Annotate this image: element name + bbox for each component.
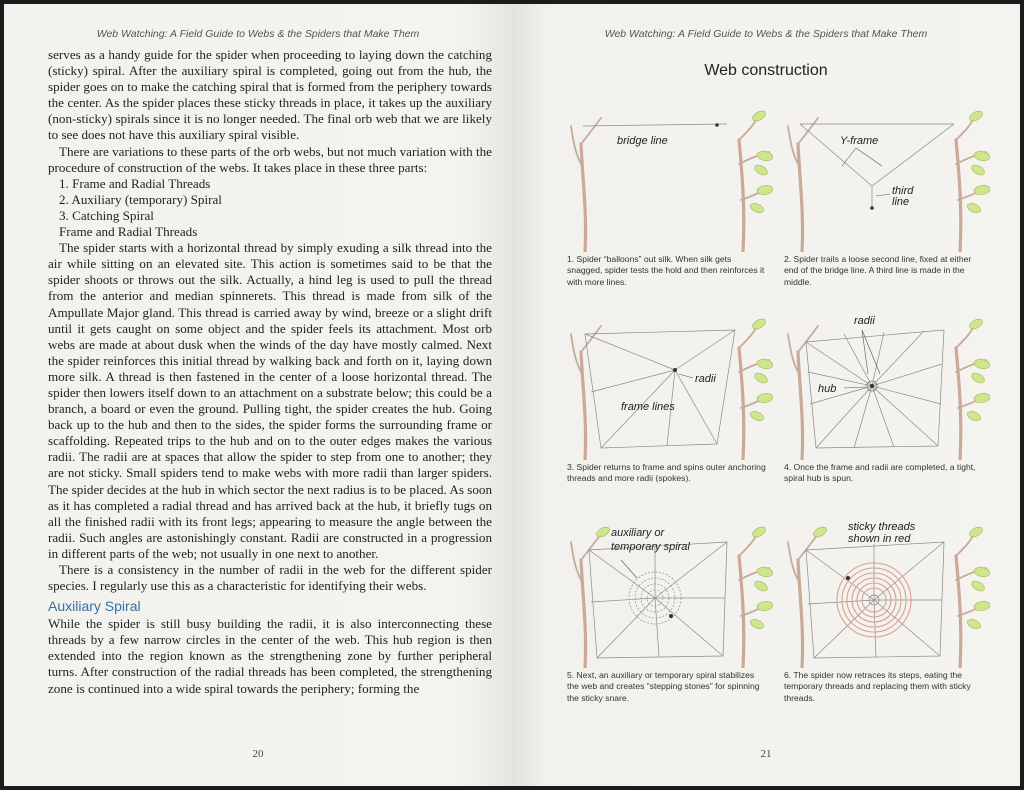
panel-caption: 6. The spider now retraces its steps, eating the temporary threads and replacing them with sticky threads. (784, 670, 971, 703)
right-branch (956, 109, 990, 252)
panel-label: Y-frame (840, 135, 879, 147)
panel-label: shown in red (848, 533, 911, 545)
right-branch (956, 525, 990, 668)
figure-title: Web construction (704, 62, 828, 79)
spider-icon (673, 368, 677, 372)
sticky-spiral-web (806, 542, 944, 658)
panel-label: frame lines (621, 401, 675, 413)
left-body-text (48, 47, 492, 697)
panel-label: third (892, 185, 914, 197)
section-heading: Auxiliary Spiral (48, 598, 141, 615)
left-branch (788, 525, 828, 668)
panel-label: hub (818, 383, 837, 395)
spider-icon (870, 206, 874, 210)
panel-label: radii (854, 315, 875, 327)
book-spread (4, 4, 1020, 786)
running-head-left: Web Watching: A Field Guide to Webs & the Spiders that Make Them (96, 28, 420, 40)
spider-icon (846, 576, 850, 580)
panel-label: radii (695, 373, 716, 385)
left-page (4, 4, 512, 786)
figure-panel-6 (784, 520, 990, 704)
left-branch (571, 326, 601, 460)
spider-icon (669, 614, 673, 618)
figure-panel-1 (567, 104, 773, 288)
panel-label: line (892, 196, 910, 208)
running-head-right: Web Watching: A Field Guide to Webs & the Spiders that Make Them (604, 28, 928, 40)
frame-lines-illustration (567, 312, 773, 460)
panel-label: auxiliary or (611, 527, 665, 539)
spider-icon (715, 123, 719, 127)
left-branch (571, 118, 601, 252)
panel-label: sticky threads (848, 521, 916, 533)
auxiliary-spiral-illustration (567, 520, 773, 668)
panel-caption: 2. Spider trails a loose second line, fixed at either end of the bridge line. A third line is made in the middle. (784, 254, 972, 287)
right-branch (739, 317, 773, 460)
sticky-spiral-illustration (784, 520, 990, 668)
right-branch (739, 525, 773, 668)
panel-caption: 3. Spider returns to frame and spins outer anchoring threads and more radii (spokes). (567, 462, 766, 484)
bridge-thread (583, 124, 727, 126)
right-branch (739, 109, 773, 252)
page-number-left: 20 (252, 748, 264, 760)
left-branch (571, 525, 611, 668)
paragraph: There is a consistency in the number of radii in the web for the different spider species. I regularly use this as a characteristic for identifying their webs. (48, 562, 492, 594)
frame-threads (585, 330, 735, 448)
panel-label: temporary spiral (611, 541, 690, 553)
list-item: 2. Auxiliary (temporary) Spiral (59, 191, 222, 207)
inline-subhead: Frame and Radial Threads (59, 224, 198, 240)
figure-panel-5 (567, 520, 773, 704)
left-branch (788, 326, 818, 460)
list-item: 3. Catching Spiral (59, 207, 154, 223)
left-branch (788, 118, 818, 252)
page-number-right: 21 (760, 748, 772, 760)
right-branch (956, 317, 990, 460)
paragraph: There are variations to these parts of the orb webs, but not much variation with the procedure of construction of the webs. It takes place in these three parts: (48, 143, 492, 175)
paragraph: While the spider is still busy building the radii, it is also interconnecting these threads by a few narrow circles in the center of the web. This hub region is then extended into the region known as the strengthening zone by further peripheral turns. After construction of the radial threads has been completed, the strengthening zone is continued into a wide spiral towards the periphery; forming the (48, 616, 492, 696)
paragraph: serves as a handy guide for the spider when proceeding to laying down the catching (sticky) spiral. After the auxiliary spiral is completed, going out from the hub, the spider goes on to make the catching spiral that is formed from the periphery towards the center. As the spider places these sticky threads in place, it takes up the auxiliary (non-sticky) spirals since it is no longer needed. The final orb web that we are likely to see does not have this auxiliary spiral visible. (48, 47, 492, 143)
panel-label: bridge line (617, 135, 668, 147)
spider-icon (870, 384, 874, 388)
hub-illustration (784, 312, 990, 460)
figure-panel-2 (784, 104, 990, 288)
paragraph: The spider starts with a horizontal thread by simply exuding a silk thread into the air while sitting on an elevated site. This action is sometimes said to be that the spider shoots or throws out the silk. Actually, a hind leg is used to pull the thread from the anterior and median spinnerets. This thread is made from silk of the Ampullate Major gland. This thread is carried away by wind, breeze or a slight drift until it gets caught on some object and the spider feels its attachment. Most orb webs are made at about dusk when the winds of the day have mostly calmed. Next the spider reinforces this initial thread by walking back and forth on it, laying down more silk. A thread is then fastened in the center of a loose horizontal thread. The spider then lowers itself down to an attachment on a substrate below; this could be a branch, a board or even the ground. Pulling tight, the spider creates the hub. Going back up to the hub and then to the sides, the spider forms the surrounding frame or scaffolding. Repeated trips to the hub and on to the outer edges makes the various radii. The radii are at spaces that allow the spider to step from one to another; they are not sticky. Small spiders tend to make webs with more radii than larger spiders. The spider decides at the hub in which sector the next radius is to be placed. As soon as it has completed a radial thread and has arrived back at the hub, it briefly tugs on all the finished radii with its front legs; appearing to measure the angle between the radii. Such angles are astonishingly constant. Radii are constructed in a progression in different parts of the web; not usually in one next to another. (48, 240, 492, 561)
panel-caption: 5. Next, an auxiliary or temporary spiral stabilizes the web and creates “stepping stones” for spinning the sticky snare. (567, 670, 760, 703)
y-frame-illustration (784, 104, 990, 252)
right-page (512, 4, 1020, 786)
figure-panel-3 (567, 312, 773, 485)
bridge-line-illustration (567, 104, 773, 252)
figure-panel-4 (784, 312, 990, 485)
panel-caption: 1. Spider “balloons” out silk. When silk gets snagged, spider tests the hold and then reinforces it with more lines. (567, 254, 765, 287)
auxiliary-spiral-web (589, 542, 727, 658)
list-item: 1. Frame and Radial Threads (59, 175, 211, 191)
panel-caption: 4. Once the frame and radii are completed, a tight, spiral hub is spun. (784, 462, 976, 484)
